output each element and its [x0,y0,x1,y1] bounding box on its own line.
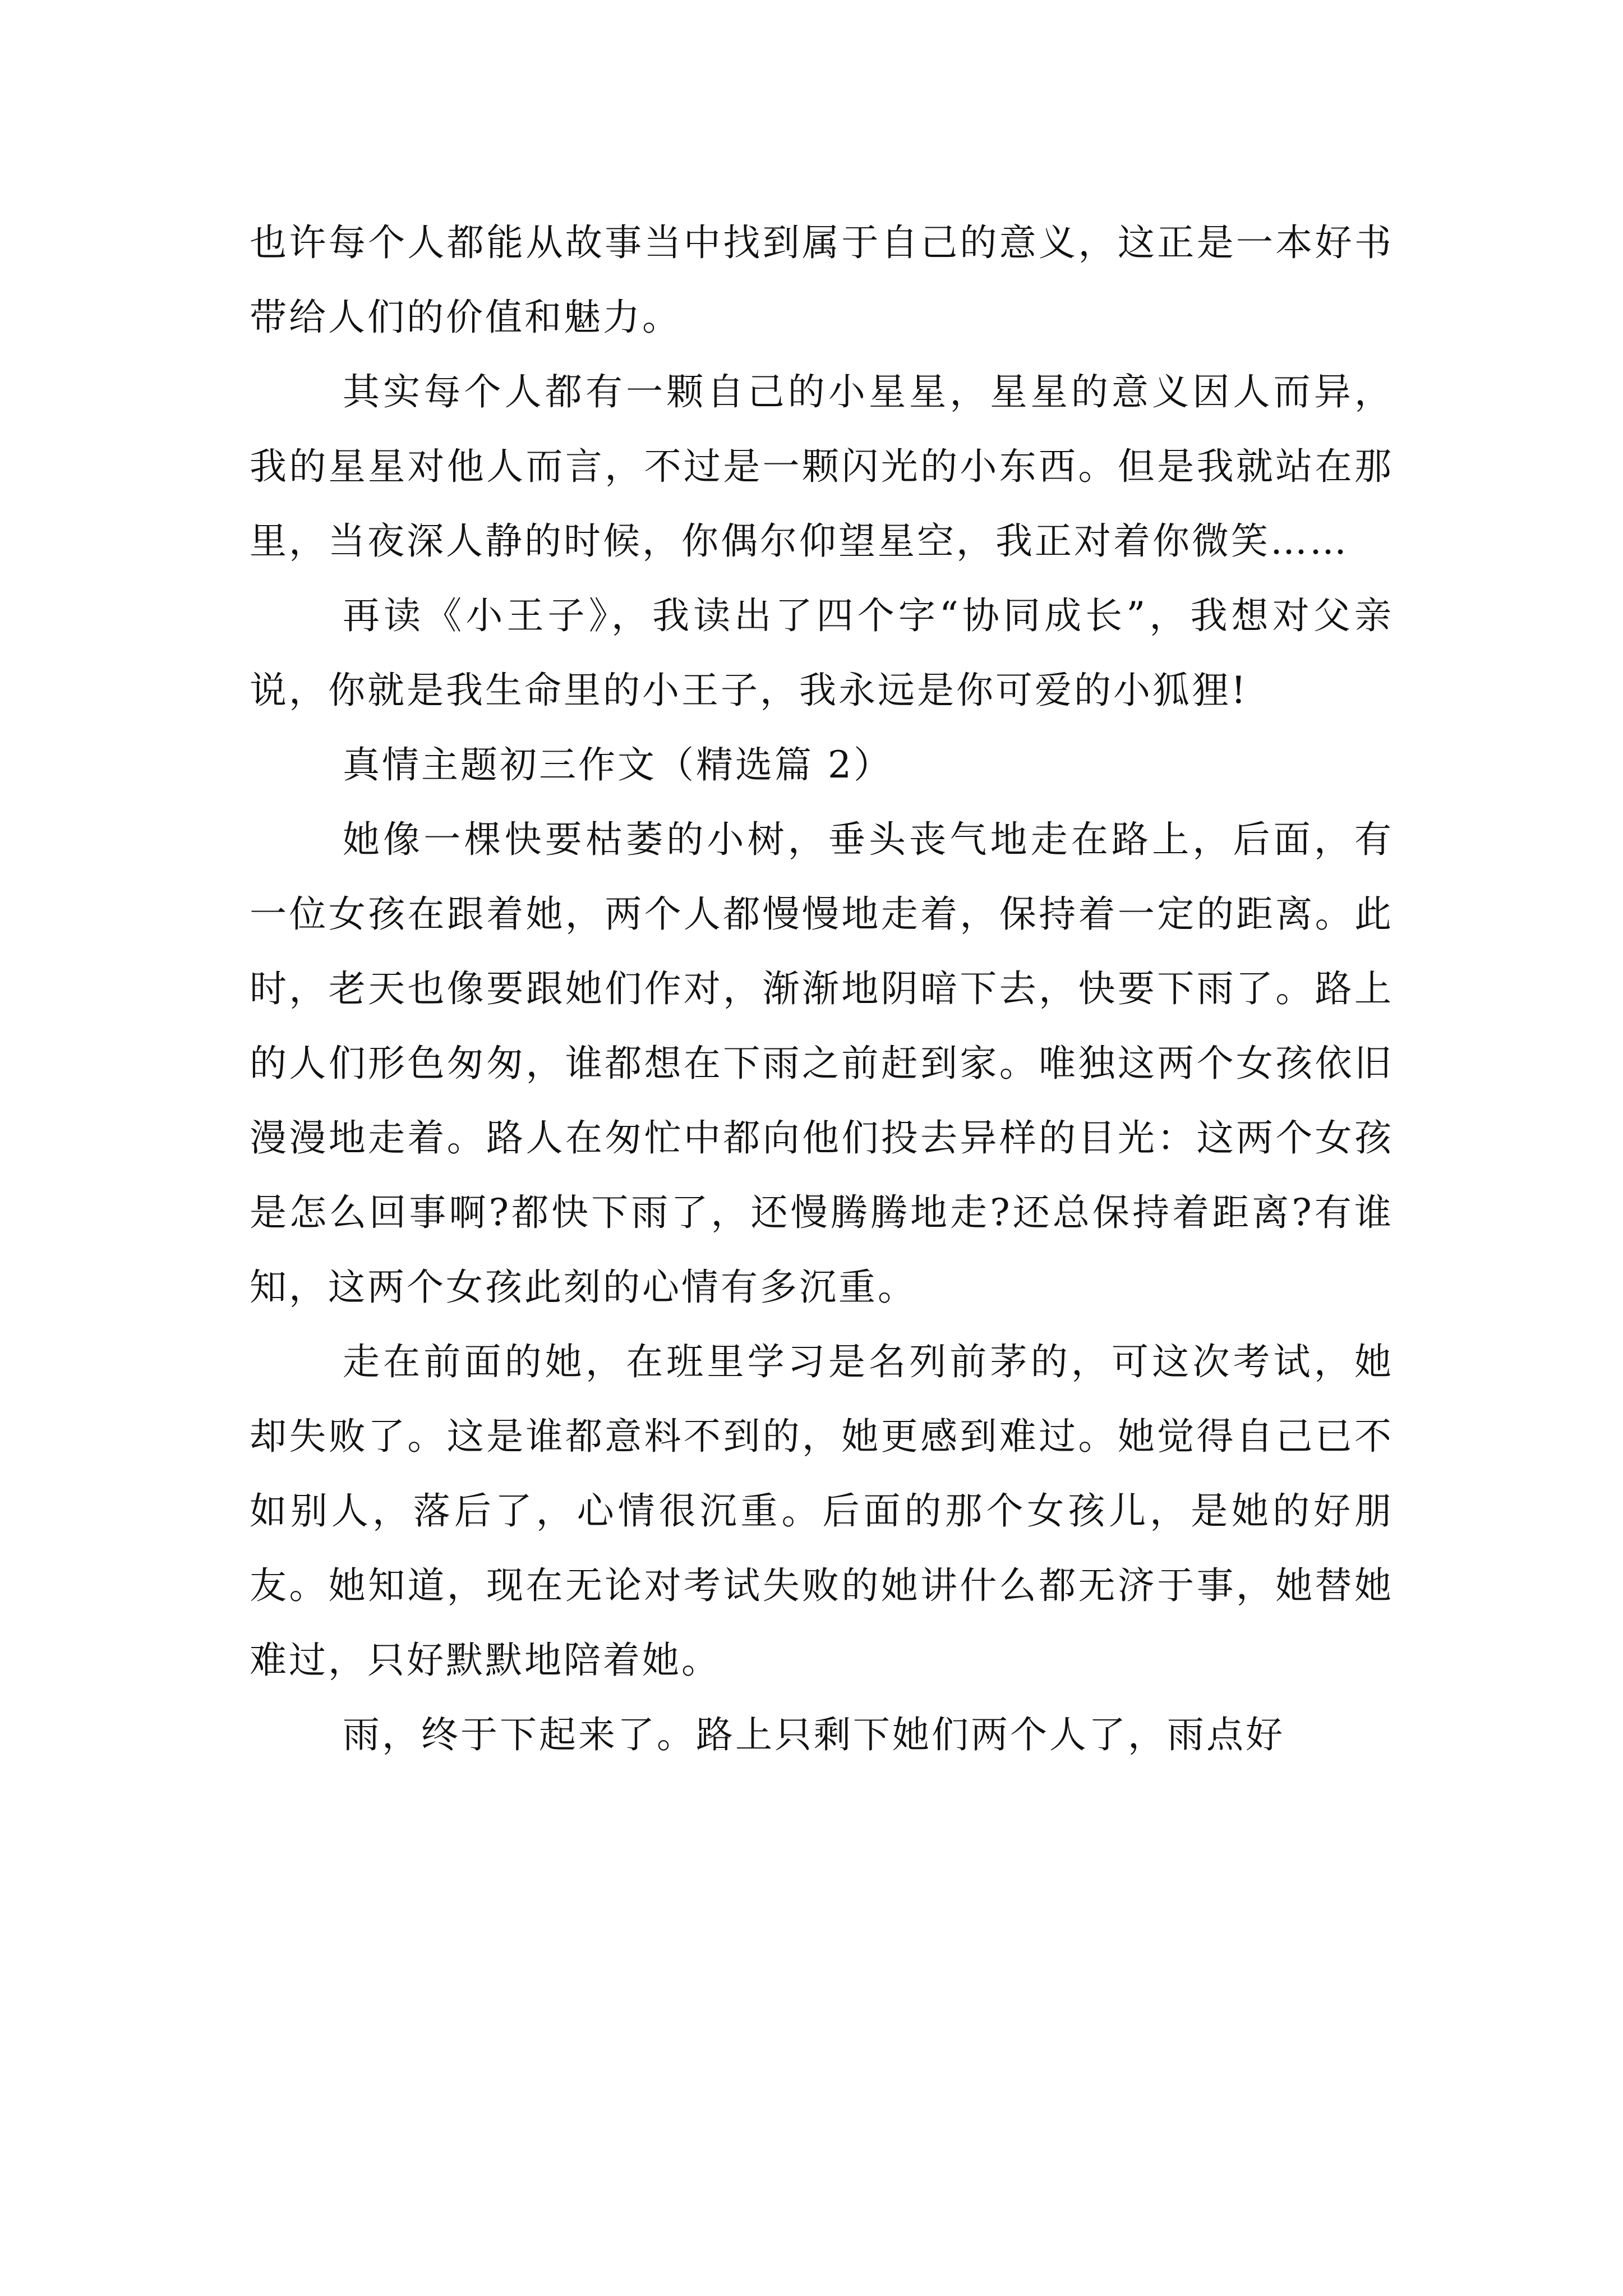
document-body [250,205,1394,1772]
paragraph-two-girls: 她像一棵快要枯萎的小树，垂头丧气地走在路上，后面，有一位女孩在跟着她，两个人都慢慢地走着，保持着一定的距离。此时，老天也像要跟她们作对，渐渐地阴暗下去，快要下雨了。路上的人们形色匆匆，谁都想在下雨之前赶到家。唯独这两个女孩依旧漫漫地走着。路人在匆忙中都向他们投去异样的目光：这两个女孩是怎么回事啊?都快下雨了，还慢腾腾地走?还总保持着距离?有谁知，这两个女孩此刻的心情有多沉重。 [250,818,1394,1309]
paragraph-continuation: 也许每个人都能从故事当中找到属于自己的意义，这正是一本好书带给人们的价值和魅力。 [250,221,1394,339]
paragraph-star: 其实每个人都有一颗自己的小星星，星星的意义因人而异，我的星星对他人而言，不过是一颗闪光的小东西。但是我就站在那里，当夜深人静的时候，你偶尔仰望星空，我正对着你微笑…… [250,370,1394,563]
section-heading: 真情主题初三作文（精选篇 2） [343,743,893,786]
paragraph-exam-failure: 走在前面的她，在班里学习是名列前茅的，可这次考试，她却失败了。这是谁都意料不到的，她更感到难过。她觉得自己已不如别人，落后了，心情很沉重。后面的那个女孩儿，是她的好朋友。她知道，现在无论对考试失败的她讲什么都无济于事，她替她难过，只好默默地陪着她。 [250,1340,1394,1682]
paragraph-little-prince: 再读《小王子》，我读出了四个字“协同成长”，我想对父亲说，你就是我生命里的小王子，我永远是你可爱的小狐狸! [250,594,1394,712]
paragraph-rain: 雨，终于下起来了。路上只剩下她们两个人了，雨点好 [343,1713,1285,1756]
